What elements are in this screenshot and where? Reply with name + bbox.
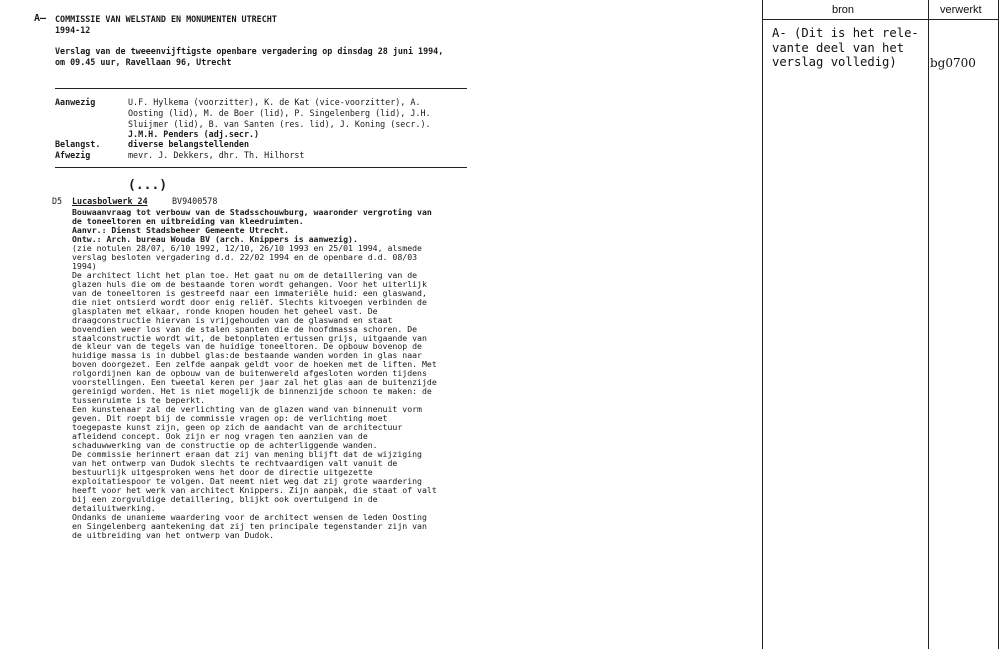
- body-line: van de toneeltoren is gestreefd naar een immateriële huid: een glaswand,: [72, 287, 427, 298]
- aanwezig-line-2: Oosting (lid), M. de Boer (lid), P. Singelenberg (lid), J.H.: [128, 108, 431, 118]
- afwezig-value: mevr. J. Dekkers, dhr. Th. Hilhorst: [128, 150, 305, 160]
- table-header-bottom: [762, 19, 999, 20]
- bold-line: de toneeltoren en uitbreiding van kleedruimten.: [72, 215, 304, 226]
- body-line: boven doorgezet. Een zelfde aanpak geldt voor de hoeken met de liften. Met: [72, 359, 437, 370]
- header-divider: [55, 88, 467, 89]
- body-line: de uitbreiding van het ontwerp van Dudok.: [72, 529, 275, 540]
- bold-line: Ontw.: Arch. bureau Wouda BV (arch. Knippers is aanwezig).: [72, 233, 358, 244]
- body-line: draagconstructie hiervan is vrijgehouden van de glaswand en staat: [72, 314, 393, 325]
- bold-line: Aanvr.: Dienst Stadsbeheer Gemeente Utrecht.: [72, 224, 289, 235]
- bron-line: A- (Dit is het rele-: [772, 26, 919, 40]
- body-line: de kleur van de tegels van de huidige toneeltoren. De opbouw bovenop de: [72, 341, 422, 352]
- body-line: voorstellingen. Een tweetal keren per jaar zal het glas aan de buitenzijde: [72, 377, 437, 388]
- meeting-line-1: Verslag van de tweeenvijftigste openbare vergadering op dinsdag 28 juni 1994,: [55, 46, 444, 56]
- verwerkt-value: bg0700: [930, 56, 976, 70]
- item-body-block: [72, 244, 437, 539]
- column-header-verwerkt: verwerkt: [940, 4, 982, 16]
- body-line: Ondanks de unanieme waardering voor de architect wensen de leden Oosting: [72, 511, 427, 522]
- afwezig-label: Afwezig: [55, 150, 91, 160]
- body-line: rolgordijnen kan de opbouw van de buitenwereld afgesloten worden tijdens: [72, 368, 427, 379]
- table-left-border: [762, 0, 763, 649]
- bold-line: Bouwaanvraag tot verbouw van de Stadsschouwburg, waaronder vergroting van: [72, 207, 432, 217]
- body-line: glazen huls die om de bestaande toren wordt gehangen. Voor het uiterlijk: [72, 278, 427, 289]
- body-line: 1994): [72, 260, 97, 271]
- item-reference: BV9400578: [172, 196, 218, 206]
- aanwezig-line-3: Sluijmer (lid), B. van Santen (res. lid), J. Koning (secr.).: [128, 119, 431, 129]
- table-column-divider: [928, 0, 929, 649]
- item-code: D5: [52, 196, 63, 206]
- item-bold-block: [72, 208, 432, 244]
- body-line: bovendien weer los van de stalen spanten die de hoofdmassa schoren. De: [72, 323, 418, 334]
- document-prefix: A—: [34, 13, 47, 24]
- body-line: exploitatiespoor te volgen. Dat neemt niet weg dat zij grote waardering: [72, 475, 422, 486]
- body-line: tussenruimte is te beperkt.: [72, 395, 206, 406]
- body-line: gereinigd worden. Het is niet mogelijk de binnenzijde schoon te maken: de: [72, 386, 432, 397]
- body-line: bij een zorgvuldige detaillering, blijkt ook overtuigend in de: [72, 493, 378, 504]
- body-line: van het ontwerp van Dudok slechts te rechtvaardigen valt vanuit de: [72, 457, 398, 468]
- body-line: geven. Dit roept bij de commissie vragen op: de verlichting moet: [72, 413, 388, 424]
- body-line: bestuurlijk uitgesproken wens het door de directie uitgezette: [72, 466, 373, 477]
- table-right-border: [998, 0, 999, 649]
- body-line: verslag besloten vergadering d.d. 22/02 1994 en de openbare d.d. 08/03: [72, 251, 418, 262]
- bron-line: verslag volledig): [772, 55, 897, 70]
- body-line: en Singelenberg aantekening dat zij ten principale tegenstander zijn van: [72, 520, 427, 531]
- body-line: (zie notulen 28/07, 6/10 1992, 12/10, 26/10 1993 en 25/01 1994, alsmede: [72, 243, 422, 253]
- body-line: die niet ontsierd wordt door enig reliëf. Slechts kitvoegen verbinden de: [72, 296, 427, 307]
- aanwezig-line-1: U.F. Hylkema (voorzitter), K. de Kat (vice-voorzitter), A.: [128, 97, 421, 107]
- belangst-value: diverse belangstellenden: [128, 139, 250, 149]
- document-title: COMMISSIE VAN WELSTAND EN MONUMENTEN UTRECHT: [55, 14, 277, 24]
- bron-line: vante deel van het: [772, 40, 905, 55]
- belangst-label: Belangst.: [55, 139, 101, 149]
- body-line: staalconstructie wordt wit, de betonplaten ertussen grijs, uitgaande van: [72, 332, 427, 343]
- bron-note: [772, 26, 919, 70]
- body-line: Een kunstenaar zal de verlichting van de glazen wand van binnenuit vorm: [72, 404, 422, 415]
- body-line: huidige massa is in dubbel glas:de bestaande wanden worden in glas naar: [72, 350, 422, 361]
- attendance-divider: [55, 167, 467, 168]
- body-line: afleidend concept. Ook zijn er nog vragen ten aanzien van de: [72, 431, 368, 442]
- meeting-line-2: om 09.45 uur, Ravellaan 96, Utrecht: [55, 57, 232, 67]
- column-header-bron: bron: [832, 4, 855, 16]
- aanwezig-label: Aanwezig: [55, 97, 96, 107]
- body-line: detailuitwerking.: [72, 502, 156, 513]
- body-line: heeft voor het werk van architect Knippers. Zijn aanpak, die staat of valt: [72, 484, 437, 495]
- aanwezig-line-4: J.M.H. Penders (adj.secr.): [128, 129, 260, 139]
- body-line: toegepaste kunst zijn, geen op zich de aandacht van de architectuur: [72, 422, 403, 433]
- item-address: Lucasbolwerk 24: [72, 196, 148, 206]
- body-line: schaduwwerking van de constructie op de achterliggende wanden.: [72, 439, 378, 450]
- body-line: De commissie herinnert eraan dat zij van mening blijft dat de wijziging: [72, 448, 422, 459]
- body-line: De architect licht het plan toe. Het gaat nu om de detaillering van de: [72, 269, 418, 280]
- omitted-marker: (...): [128, 178, 168, 193]
- document-number: 1994-12: [55, 25, 91, 35]
- body-line: glasplaten met elkaar, ronde knopen houden het geheel vast. De: [72, 305, 378, 316]
